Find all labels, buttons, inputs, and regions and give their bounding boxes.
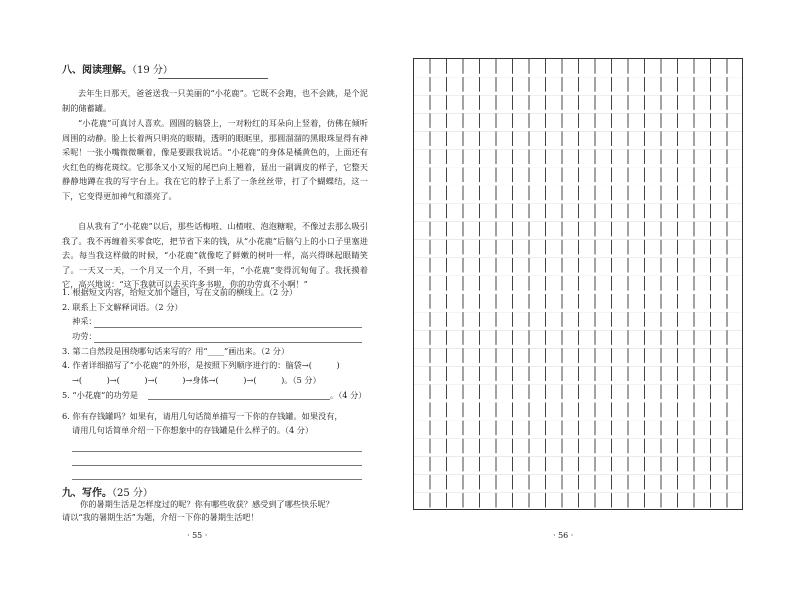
passage-paragraph-2: “小花鹿”可真讨人喜欢。圆圆的脑袋上，一对粉红的耳朵向上竖着，仿佛在倾听周围的动静。脸上长着两只明亮的眼睛，透明的眼眶里，那圆溜溜的黑眼珠显得有神采呢！一张小嘴微微噘着，像是要跟我说话。“小花鹿”的身体是橘黄色的，上面还有火红色的梅花斑纹。它那条又小又短的尾巴向上翘着，显出一副调皮的样子，它整天静静地蹲在我的写字台上。我在它的脖子上系了一条丝丝带，打了个蝴蝶结，这一下，它变得更加神气和漂亮了。 [62,118,368,201]
answer-line-word-1[interactable] [94,327,362,328]
question-2: 2. 联系上下文解释词语。（2 分） [62,302,183,312]
page-number-left: · 55 · [187,531,208,540]
section-8-title: 八、阅读理解。 [62,65,132,76]
section-9-points: （25 分） [112,488,153,499]
question-1: 1. 根据短文内容，给短文加个题目，写在文前的横线上。（2 分） [62,287,298,297]
writing-prompt-line-2: 请以“我的暑期生活”为题，介绍一下你的暑期生活吧！ [62,512,259,522]
question-4-line-2: →( )→( )→( )→身体→( )→( )。（5 分） [72,375,321,385]
section-9-heading [62,484,153,499]
question-4-line-1: 4. 作者详细描写了“小花鹿”的外形，是按照下列顺序进行的：脑袋→( ) [62,360,340,370]
answer-line-q6-1[interactable] [72,451,362,452]
question-2-word-1: 神采： [72,316,97,326]
page-number-right: · 56 · [553,531,574,540]
writing-prompt-line-1: 你的暑期生活是怎样度过的呢？你有哪些收获？感受到了哪些快乐呢？ [80,499,334,509]
answer-line-q6-2[interactable] [72,465,362,466]
question-5-points: 。（4 分） [330,390,367,400]
answer-line-q5[interactable] [148,399,330,400]
question-6-line-1: 6. 你有存钱罐吗？如果有，请用几句话简单描写一下你的存钱罐。如果没有， [62,411,343,421]
answer-line-q6-3[interactable] [72,479,362,480]
title-blank-line [158,78,268,79]
section-9-title: 九、写作。 [62,488,112,499]
question-3: 3. 第二自然段是围绕哪句话来写的？用“____”画出来。（2 分） [62,346,290,356]
answer-line-word-2[interactable] [94,342,362,343]
question-5-label: 5. “小花鹿”的功劳是 [62,390,139,400]
question-6-line-2: 请用几句话简单介绍一下你想象中的存钱罐是什么样子的。（4 分） [72,425,314,435]
question-2-word-2: 功劳： [72,331,97,341]
passage-paragraph-1: 去年生日那天，爸爸送我一只美丽的“小花鹿”。它既不会跑，也不会跳，是个泥制的储蓄罐。 [62,88,368,113]
section-8-points: （19 分） [132,65,173,76]
passage-paragraph-3: 自从我有了“小花鹿”以后，那些话梅啦、山楂啦、泡泡糖啦，不像过去那么吸引我了。我不再缠着买零食吃，把节省下来的钱，从“小花鹿”后脑勺上的小口子里塞进去。每当我这样做的时候，“小花鹿”就像吃了鲜嫩的树叶一样，高兴得眯起眼睛笑了。一天又一天，一个月又一个月，不到一年，“小花鹿”变得沉甸甸了。我抚摸着它，高兴地说：“这下我就可以去买许多书啦，你的功劳真不小啊！” [62,221,368,290]
section-8-heading [62,61,173,76]
composition-grid[interactable] [413,58,743,510]
